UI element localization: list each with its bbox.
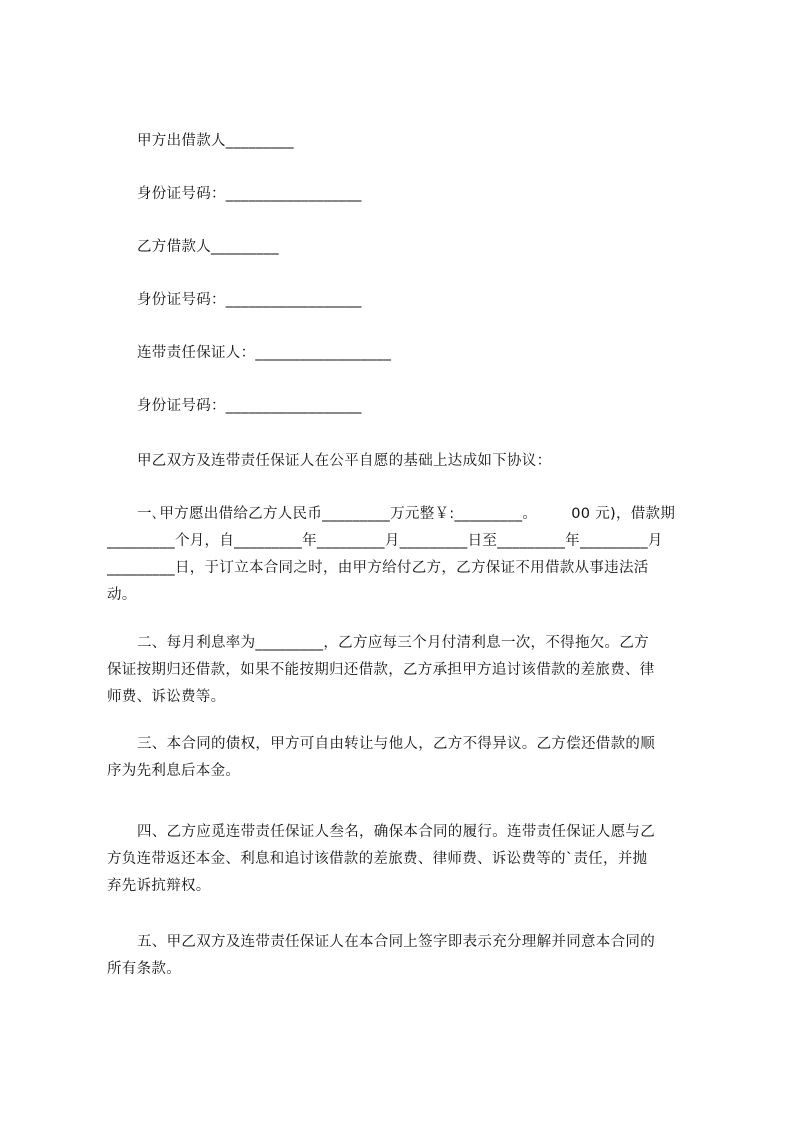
clause-2-line-2: 保证按期归还借款，如果不能按期归还借款，乙方承担甲方追讨该借款的差旅费、律	[107, 662, 655, 678]
clause-5	[107, 929, 702, 983]
clause-4	[107, 819, 702, 900]
clause-1-line-3: _________日，于订立本合同之时，由甲方给付乙方，乙方保证不用借款从事违法活	[107, 560, 649, 576]
clause-5-line-1: 五、甲乙双方及连带责任保证人在本合同上签字即表示充分理解并同意本合同的	[137, 934, 655, 950]
clause-3	[107, 731, 702, 785]
borrower-line: 乙方借款人_________	[137, 239, 279, 255]
clause-4-line-3: 弃先诉抗辩权。	[107, 878, 211, 894]
clause-4-line-1: 四、乙方应觅连带责任保证人叁名，确保本合同的履行。连带责任保证人愿与乙	[137, 824, 655, 840]
clause-1-line-1b: 00 元)，借款期	[571, 506, 676, 522]
clause-2	[107, 630, 702, 711]
clause-3-line-1: 三、本合同的债权，甲方可自由转让与他人，乙方不得异议。乙方偿还借款的顺	[137, 736, 655, 752]
borrower-id-line: 身份证号码：__________________	[137, 292, 362, 308]
clause-1	[107, 501, 702, 609]
clause-2-line-3: 师费、诉讼费等。	[107, 689, 226, 705]
lender-id-line: 身份证号码：__________________	[137, 186, 362, 202]
lender-line: 甲方出借款人_________	[137, 133, 294, 149]
clause-3-line-2: 序为先利息后本金。	[107, 763, 241, 779]
clause-1-line-4: 动。	[107, 587, 137, 603]
clause-2-line-1: 二、每月利息率为_________，乙方应每三个月付清利息一次，不得拖欠。乙方	[137, 635, 649, 651]
clause-5-line-2: 所有条款。	[107, 961, 181, 977]
clause-1-line-2: _________个月，自_________年_________月_________日至_________年_________月	[107, 533, 663, 549]
guarantor-id-line: 身份证号码：__________________	[137, 398, 362, 414]
clause-4-line-2: 方负连带返还本金、利息和追讨该借款的差旅费、律师费、诉讼费等的`责任，并抛	[107, 851, 648, 867]
intro-paragraph: 甲乙双方及连带责任保证人在公平自愿的基础上达成如下协议：	[137, 453, 552, 469]
clause-1-line-1a: 一､甲方愿出借给乙方人民币_________万元整￥:_________。	[137, 506, 538, 522]
guarantor-line: 连带责任保证人：__________________	[137, 345, 392, 361]
